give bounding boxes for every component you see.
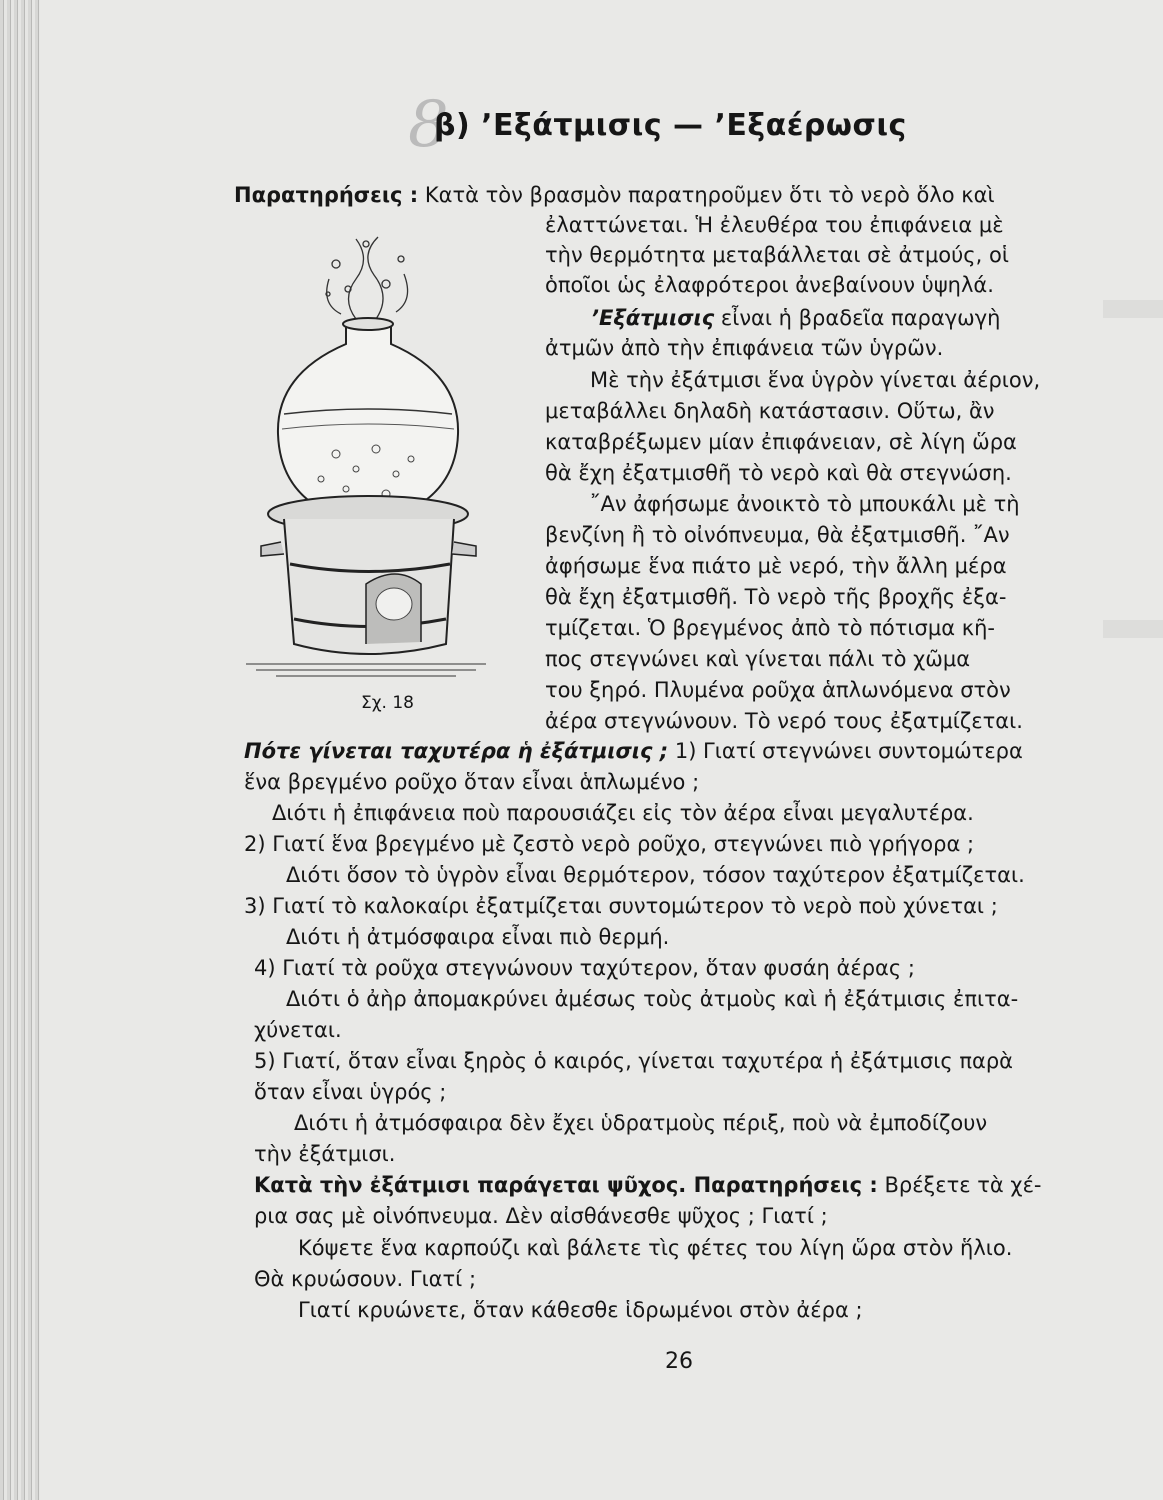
- definition-line-2: ἀτμῶν ἀπὸ τὴν ἐπιφάνεια τῶν ὑγρῶν.: [545, 336, 944, 360]
- book-page: [36, 0, 1163, 1500]
- para-line: τμίζεται. Ὁ βρεγμένος ἀπὸ τὸ πότισμα κῆ-: [545, 616, 995, 640]
- para-line: θὰ ἔχη ἐξατμισθῆ τὸ νερὸ καὶ θὰ στεγνώση.: [545, 461, 1012, 485]
- boiling-flask-stove-illustration: [236, 224, 501, 684]
- intro-line-3: τὴν θερμότητα μεταβάλλεται σὲ ἀτμούς, οἱ: [545, 243, 1009, 267]
- handwritten-mark: 8: [408, 88, 449, 162]
- section2-line: 3) Γιατί τὸ καλοκαίρι ἐξατμίζεται συντομώτερον τὸ νερὸ ποὺ χύνεται ;: [244, 894, 998, 918]
- section2-line: Διότι ἡ ἐπιφάνεια ποὺ παρουσιάζει εἰς τὸν ἀέρα εἶναι μεγαλυτέρα.: [272, 801, 974, 825]
- para-line: πος στεγνώνει καὶ γίνεται πάλι τὸ χῶμα: [545, 647, 971, 671]
- intro-line-1: Παρατηρήσεις : Κατὰ τὸν βρασμὸν παρατηροῦμεν ὅτι τὸ νερὸ ὅλο καὶ: [234, 183, 995, 207]
- intro-line-4: ὁποῖοι ὡς ἐλαφρότεροι ἀνεβαίνουν ὑψηλά.: [545, 273, 994, 297]
- definition-line-1: ’Εξάτμισις εἶναι ἡ βραδεῖα παραγωγὴ: [591, 306, 1001, 330]
- figure-caption: Σχ. 18: [361, 693, 415, 713]
- page-title: β) ’Εξάτμισις — ’Εξαέρωσις: [434, 108, 907, 143]
- para-line: Μὲ τὴν ἐξάτμισι ἕνα ὑγρὸν γίνεται ἀέριον,: [590, 368, 1041, 392]
- para-line: ῎Αν ἀφήσωμε ἀνοικτὸ τὸ μπουκάλι μὲ τὴ: [590, 492, 1020, 516]
- section2-line: χύνεται.: [254, 1018, 342, 1042]
- section3-line: Θὰ κρυώσουν. Γιατί ;: [254, 1267, 477, 1291]
- section3-line-1: Κατὰ τὴν ἐξάτμισι παράγεται ψῦχος. Παρατηρήσεις : Βρέξετε τὰ χέ-: [254, 1173, 1042, 1197]
- section2-line: ὅταν εἶναι ὑγρός ;: [254, 1080, 447, 1104]
- section2-line: Διότι ὅσον τὸ ὑγρὸν εἶναι θερμότερον, τόσον ταχύτερον ἐξατμίζεται.: [286, 863, 1025, 887]
- intro-line-2: ἐλαττώνεται. Ἡ ἐλευθέρα του ἐπιφάνεια μὲ: [545, 213, 1004, 237]
- para-line: βενζίνη ἢ τὸ οἰνόπνευμα, θὰ ἐξατμισθῆ. ῎Αν: [545, 523, 1010, 547]
- section3-line: Γιατί κρυώνετε, ὅταν κάθεσθε ἱδρωμένοι στὸν ἀέρα ;: [298, 1298, 863, 1322]
- steam-icon: [326, 237, 408, 319]
- para-line: ἀφήσωμε ἕνα πιάτο μὲ νερό, τὴν ἄλλη μέρα: [545, 554, 1007, 578]
- section2-heading: Πότε γίνεται ταχυτέρα ἡ ἐξάτμισις ;: [244, 739, 669, 763]
- definition-term: ’Εξάτμισις: [591, 306, 715, 330]
- section2-line-1: Πότε γίνεται ταχυτέρα ἡ ἐξάτμισις ; 1) Γιατί στεγνώνει συντομώτερα: [244, 739, 1023, 763]
- section3-line: Κόψετε ἕνα καρπούζι καὶ βάλετε τὶς φέτες του λίγη ὥρα στὸν ἥλιο.: [298, 1236, 1013, 1260]
- section3-heading: Κατὰ τὴν ἐξάτμισι παράγεται ψῦχος. Παρατηρήσεις :: [254, 1173, 878, 1197]
- section2-line: Διότι ὁ ἀὴρ ἀπομακρύνει ἀμέσως τοὺς ἀτμοὺς καὶ ἡ ἐξάτμισις ἐπιτα-: [286, 987, 1019, 1011]
- para-line: μεταβάλλει δηλαδὴ κατάστασιν. Οὕτω, ἂν: [545, 399, 995, 423]
- section3-line: ρια σας μὲ οἰνόπνευμα. Δὲν αἰσθάνεσθε ψῦχος ; Γιατί ;: [254, 1204, 828, 1228]
- para-line: καταβρέξωμεν μίαν ἐπιφάνειαν, σὲ λίγη ὥρα: [545, 430, 1017, 454]
- section2-line: Διότι ἡ ἀτμόσφαιρα εἶναι πιὸ θερμή.: [286, 925, 670, 949]
- para-line: θὰ ἔχη ἐξατμισθῆ. Τὸ νερὸ τῆς βροχῆς ἐξα-: [545, 585, 1007, 609]
- para-line: ἀέρα στεγνώνουν. Τὸ νερό τους ἐξατμίζεται.: [545, 709, 1023, 733]
- section2-line: 5) Γιατί, ὅταν εἶναι ξηρὸς ὁ καιρός, γίνεται ταχυτέρα ἡ ἐξάτμισις παρὰ: [254, 1049, 1013, 1073]
- para-line: του ξηρό. Πλυμένα ροῦχα ἁπλωνόμενα στὸν: [545, 678, 1011, 702]
- section2-line: τὴν ἐξάτμισι.: [254, 1142, 396, 1166]
- section2-line: 4) Γιατί τὰ ροῦχα στεγνώνουν ταχύτερον, ὅταν φυσάη ἀέρας ;: [254, 956, 915, 980]
- page-number: 26: [665, 1349, 693, 1374]
- page-stack-edge: [0, 0, 40, 1500]
- section2-line: 2) Γιατί ἕνα βρεγμένο μὲ ζεστὸ νερὸ ροῦχο, στεγνώνει πιὸ γρήγορα ;: [244, 832, 975, 856]
- section2-line: ἕνα βρεγμένο ροῦχο ὅταν εἶναι ἁπλωμένο ;: [244, 770, 700, 794]
- section2-line: Διότι ἡ ἀτμόσφαιρα δὲν ἔχει ὑδρατμοὺς πέριξ, ποὺ νὰ ἐμποδίζουν: [294, 1111, 988, 1135]
- intro-label: Παρατηρήσεις :: [234, 183, 419, 207]
